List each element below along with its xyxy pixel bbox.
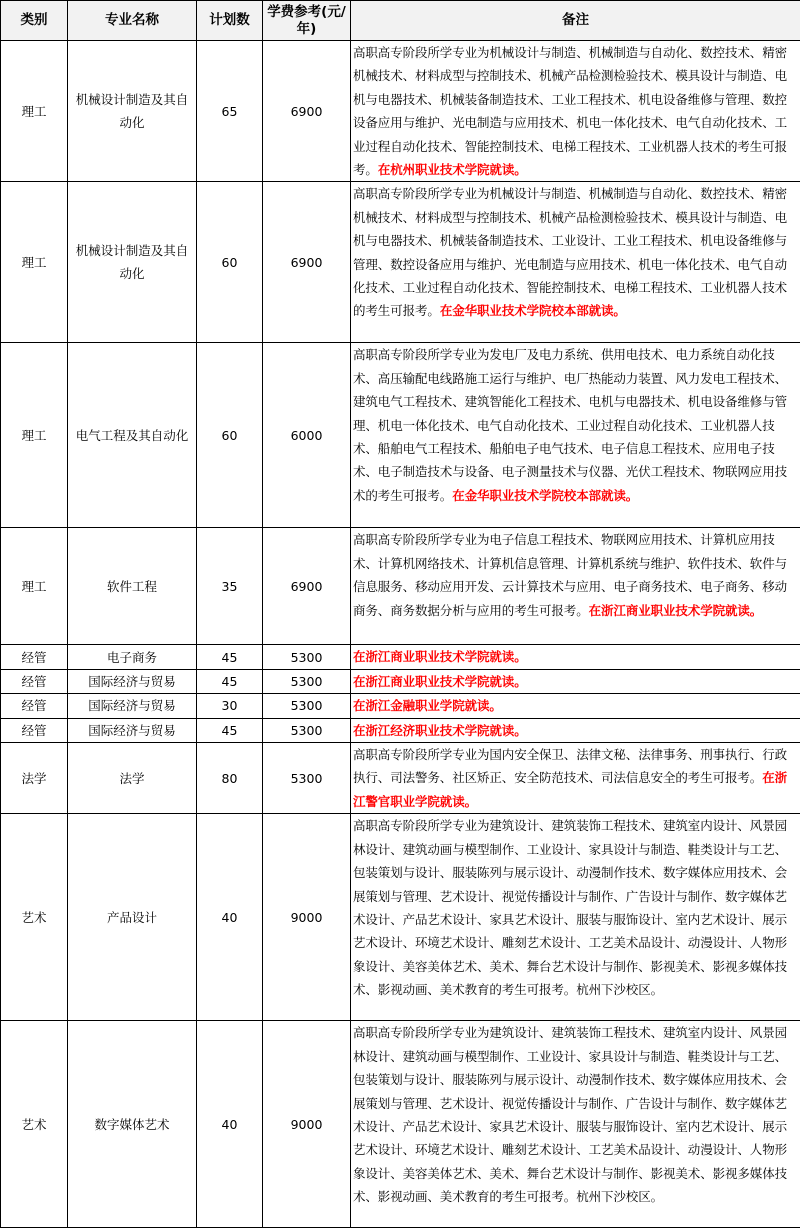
plan-cell: 60 xyxy=(197,343,263,528)
table-row xyxy=(1,814,800,1021)
fee-cell: 6900 xyxy=(263,182,351,343)
remark-cell xyxy=(351,182,800,343)
remark-text: 高职高专阶段所学专业为发电厂及电力系统、供用电技术、电力系统自动化技术、高压输配电线路施工运行与维护、电厂热能动力装置、风力发电工程技术、建筑电气工程技术、建筑智能化工程技术、电机与电器技术、机电设备维修与管理、机电一体化技术、电气自动化技术、工业过程自动化技术、工业机器人技术、船舶电气工程技术、船舶电子电气技术、电子信息工程技术、应用电子技术、电子制造技术与设备、电子测量技术与仪器、光伏工程技术、物联网应用技术的考生可报考。 xyxy=(353,347,787,502)
remark-cell xyxy=(351,1021,800,1228)
category-cell: 艺术 xyxy=(1,814,68,1021)
campus-note: 在浙江商业职业技术学院就读。 xyxy=(589,603,763,618)
remark-text: 高职高专阶段所学专业为国内安全保卫、法律文秘、法律事务、刑事执行、行政执行、司法警务、社区矫正、安全防范技术、司法信息安全的考生可报考。 xyxy=(353,747,787,785)
remark-cell xyxy=(351,814,800,1021)
remark-text: 高职高专阶段所学专业为建筑设计、建筑装饰工程技术、建筑室内设计、风景园林设计、建筑动画与模型制作、工业设计、家具设计与制造、鞋类设计与工艺、包装策划与设计、服装陈列与展示设计、动漫制作技术、数字媒体应用技术、会展策划与管理、艺术设计、视觉传播设计与制作、广告设计与制作、数字媒体艺术设计、产品艺术设计、家具艺术设计、服装与服饰设计、室内艺术设计、展示艺术设计、环境艺术设计、雕刻艺术设计、工艺美术品设计、动漫设计、人物形象设计、美容美体艺术、美术、舞台艺术设计与制作、影视美术、影视多媒体技术、影视动画、美术教育的考生可报考。杭州下沙校区。 xyxy=(353,1025,787,1204)
category-cell: 经管 xyxy=(1,645,68,669)
plan-cell: 30 xyxy=(197,694,263,718)
campus-note: 在金华职业技术学院校本部就读。 xyxy=(440,303,626,318)
plan-cell: 80 xyxy=(197,743,263,814)
major-cell: 数字媒体艺术 xyxy=(68,1021,197,1228)
fee-cell: 5300 xyxy=(263,645,351,669)
table-row xyxy=(1,528,800,645)
fee-cell: 6900 xyxy=(263,528,351,645)
remark-cell xyxy=(351,718,800,742)
major-cell: 软件工程 xyxy=(68,528,197,645)
plan-cell: 45 xyxy=(197,645,263,669)
table-row xyxy=(1,718,800,742)
remark-cell xyxy=(351,694,800,718)
remark-text: 高职高专阶段所学专业为机械设计与制造、机械制造与自动化、数控技术、精密机械技术、材料成型与控制技术、机械产品检测检验技术、模具设计与制造、电机与电器技术、机械装备制造技术、工业设计、工业工程技术、机电设备维修与管理、数控设备应用与维护、光电制造与应用技术、机电一体化技术、电气自动化技术、工业过程自动化技术、智能控制技术、电梯工程技术、工业机器人技术的考生可报考。 xyxy=(353,186,787,318)
category-cell: 艺术 xyxy=(1,1021,68,1228)
campus-note: 在浙江经济职业技术学院就读。 xyxy=(353,723,527,738)
table-row xyxy=(1,343,800,528)
header-fee: 学费参考(元/年) xyxy=(263,1,351,41)
category-cell: 理工 xyxy=(1,343,68,528)
remark-cell xyxy=(351,528,800,645)
fee-cell: 5300 xyxy=(263,743,351,814)
category-cell: 法学 xyxy=(1,743,68,814)
remark-text: 高职高专阶段所学专业为电子信息工程技术、物联网应用技术、计算机应用技术、计算机网络技术、计算机信息管理、计算机系统与维护、软件技术、软件与信息服务、移动应用开发、云计算技术与应用、电子商务技术、电子商务、移动商务、商务数据分析与应用的考生可报考。 xyxy=(353,532,787,617)
major-cell: 国际经济与贸易 xyxy=(68,694,197,718)
table-row xyxy=(1,645,800,669)
header-category: 类别 xyxy=(1,1,68,41)
table-row xyxy=(1,669,800,693)
plan-cell: 65 xyxy=(197,41,263,182)
major-cell: 法学 xyxy=(68,743,197,814)
campus-note: 在金华职业技术学院校本部就读。 xyxy=(452,488,638,503)
plan-cell: 40 xyxy=(197,1021,263,1228)
fee-cell: 5300 xyxy=(263,694,351,718)
remark-text: 高职高专阶段所学专业为机械设计与制造、机械制造与自动化、数控技术、精密机械技术、材料成型与控制技术、机械产品检测检验技术、模具设计与制造、电机与电器技术、机械装备制造技术、工业工程技术、机电设备维修与管理、数控设备应用与维护、光电制造与应用技术、机电一体化技术、电气自动化技术、工业过程自动化技术、智能控制技术、电梯工程技术、工业机器人技术的考生可报考。 xyxy=(353,45,787,177)
category-cell: 经管 xyxy=(1,669,68,693)
header-remark: 备注 xyxy=(351,1,800,41)
plan-cell: 45 xyxy=(197,718,263,742)
plan-cell: 35 xyxy=(197,528,263,645)
plan-cell: 45 xyxy=(197,669,263,693)
fee-cell: 6900 xyxy=(263,41,351,182)
campus-note: 在浙江商业职业技术学院就读。 xyxy=(353,649,527,664)
header-row xyxy=(1,1,800,41)
category-cell: 理工 xyxy=(1,182,68,343)
table-row xyxy=(1,694,800,718)
remark-cell xyxy=(351,343,800,528)
major-cell: 国际经济与贸易 xyxy=(68,669,197,693)
remark-cell xyxy=(351,645,800,669)
major-cell: 国际经济与贸易 xyxy=(68,718,197,742)
campus-note: 在浙江商业职业技术学院就读。 xyxy=(353,674,527,689)
major-cell: 产品设计 xyxy=(68,814,197,1021)
fee-cell: 9000 xyxy=(263,814,351,1021)
remark-cell xyxy=(351,41,800,182)
header-plan: 计划数 xyxy=(197,1,263,41)
campus-note: 在浙江警官职业学院就读。 xyxy=(353,770,787,808)
category-cell: 理工 xyxy=(1,528,68,645)
remark-text: 高职高专阶段所学专业为建筑设计、建筑装饰工程技术、建筑室内设计、风景园林设计、建筑动画与模型制作、工业设计、家具设计与制造、鞋类设计与工艺、包装策划与设计、服装陈列与展示设计、动漫制作技术、数字媒体应用技术、会展策划与管理、艺术设计、视觉传播设计与制作、广告设计与制作、数字媒体艺术设计、产品艺术设计、家具艺术设计、服装与服饰设计、室内艺术设计、展示艺术设计、环境艺术设计、雕刻艺术设计、工艺美术品设计、动漫设计、人物形象设计、美容美体艺术、美术、舞台艺术设计与制作、影视美术、影视多媒体技术、影视动画、美术教育的考生可报考。杭州下沙校区。 xyxy=(353,818,787,997)
category-cell: 经管 xyxy=(1,694,68,718)
fee-cell: 5300 xyxy=(263,718,351,742)
table-row xyxy=(1,182,800,343)
fee-cell: 9000 xyxy=(263,1021,351,1228)
remark-cell xyxy=(351,669,800,693)
category-cell: 理工 xyxy=(1,41,68,182)
table-row xyxy=(1,41,800,182)
major-cell: 电气工程及其自动化 xyxy=(68,343,197,528)
plan-cell: 60 xyxy=(197,182,263,343)
category-cell: 经管 xyxy=(1,718,68,742)
major-cell: 电子商务 xyxy=(68,645,197,669)
campus-note: 在杭州职业技术学院就读。 xyxy=(378,162,527,177)
fee-cell: 6000 xyxy=(263,343,351,528)
remark-cell xyxy=(351,743,800,814)
campus-note: 在浙江金融职业学院就读。 xyxy=(353,698,502,713)
header-major: 专业名称 xyxy=(68,1,197,41)
major-cell: 机械设计制造及其自动化 xyxy=(68,41,197,182)
major-cell: 机械设计制造及其自动化 xyxy=(68,182,197,343)
plan-cell: 40 xyxy=(197,814,263,1021)
fee-cell: 5300 xyxy=(263,669,351,693)
table-row xyxy=(1,1021,800,1228)
table-row xyxy=(1,743,800,814)
